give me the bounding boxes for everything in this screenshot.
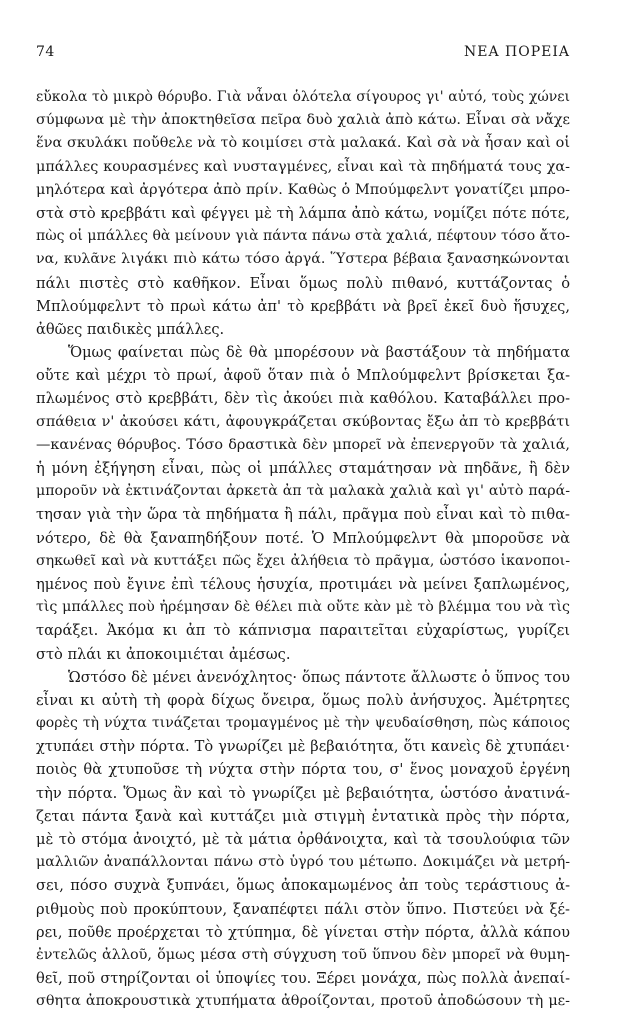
text-line: μαλλιῶν ἀναπάλλονται πάνω στὸ ὑγρό του μέτωπο. Δοκιμάζει νὰ μετρή- bbox=[36, 854, 570, 871]
text-line: μπάλλες κουρασμένες καὶ νυσταγμένες, εἶναι καὶ τὰ πηδήματά τους χα- bbox=[36, 158, 570, 175]
text-line: ταράξει. Ἀκόμα κι ἀπ τὸ κάπνισμα παραιτεῖται εὐχαρίστως, γυρίζει bbox=[36, 622, 570, 640]
text-line: ἀθῶες παιδικὲς μπάλλες. bbox=[36, 320, 225, 338]
text-line: σπάθεια ν' ἀκούσει κάτι, ἀφουγκράζεται σκύβοντας ἔξω ἀπ τὸ κρεββάτι bbox=[36, 413, 570, 430]
text-line: —κανένας θόρυβος. Τόσο δραστικὰ δὲν μπορεῖ νὰ ἐπενεργοῦν τὰ χαλιά, bbox=[36, 436, 570, 453]
text-line: ριθμοὺς ποὺ προκύπτουν, ξαναπέφτει πάλι στὸν ὕπνο. Πιστεύει νὰ ξέ- bbox=[36, 900, 570, 918]
text-line: τὴν πόρτα. Ὅμως ἂν καὶ τὸ γνωρίζει μὲ βεβαιότητα, ὡστόσο ἀνατινά- bbox=[36, 784, 570, 802]
text-line: πὼς οἱ μπάλλες θὰ μείνουν γιὰ πάντα πάνω στὰ χαλιά, πέφτουν τόσο ἄτο- bbox=[36, 228, 570, 245]
book-title: ΝΕΑ ΠΟΡΕΙΑ bbox=[464, 44, 570, 60]
text-line: σθητα ἀποκρουστικὰ χτυπήματα ἀθροίζονται, προτοῦ ἀποδώσουν τὴ με- bbox=[36, 993, 570, 1010]
text-line: Ὡστόσο δὲ μένει ἀνενόχλητος· ὅπως πάντοτε ἄλλωστε ὁ ὕπνος του bbox=[68, 668, 570, 686]
page-number: 74 bbox=[36, 44, 55, 60]
text-line: ημένος ποὺ ἔγινε ἐπὶ τέλους ἡσυχία, προτιμάει νὰ μείνει ξαπλωμένος, bbox=[36, 575, 570, 593]
text-line: οὔτε καὶ μέχρι τὸ πρωί, ἀφοῦ ὅταν πιὰ ὁ Μπλούμφελντ βρίσκεται ξα- bbox=[36, 367, 570, 385]
text-line: εὔκολα τὸ μικρὸ θόρυβο. Γιὰ νἆναι ὁλότελα σίγουρος γι' αὐτό, τοὺς χώνει bbox=[36, 89, 570, 105]
text-line: πάλι πιστὲς στὸ καθῆκον. Εἶναι ὅμως πολὺ πιθανό, κυττάζοντας ὁ bbox=[36, 274, 570, 292]
text-line: σηκωθεῖ καὶ νὰ κυττάξει πῶς ἔχει ἀλήθεια τὸ πρᾶγμα, ὡστόσο ἱκανοποι- bbox=[36, 552, 570, 569]
text-line: πλωμένος στὸ κρεββάτι, δὲν τὶς ἀκούει πιὰ καθόλου. Καταβάλλει προ- bbox=[36, 390, 570, 408]
text-line: στὸ πλάι κι ἀποκοιμιέται ἀμέσως. bbox=[36, 645, 291, 663]
text-line: ρει, ποῦθε προέρχεται τὸ χτύπημα, δὲ γίνεται στὴν πόρτα, ἀλλὰ κάπου bbox=[36, 923, 570, 941]
text-line: ἐντελῶς ἀλλοῦ, ὅμως μέσα στὴ σύγχυση τοῦ ὕπνου δὲν μπορεῖ νὰ θυμη- bbox=[36, 946, 570, 963]
text-line: Μπλούμφελντ τὸ πρωὶ κάτω ἀπ' τὸ κρεββάτι νὰ βρεῖ ἐκεῖ δυὸ ἥσυχες, bbox=[36, 297, 570, 315]
text-line: θεῖ, ποῦ στηρίζονται οἱ ὑποψίες του. Ξέρει μονάχα, πὼς πολλὰ ἀνεπαί- bbox=[36, 970, 570, 988]
text-line: σει, πόσο συχνὰ ξυπνάει, ὅμως ἀποκαμωμένος ἀπ τοὺς τεράστιους ἀ- bbox=[36, 877, 570, 895]
text-line: μὲ τὸ στόμα ἀνοιχτό, μὲ τὰ μάτια ὀρθάνοιχτα, καὶ τὰ τσουλούφια τῶν bbox=[36, 831, 570, 848]
text-line: χτυπάει στὴν πόρτα. Τὸ γνωρίζει μὲ βεβαιότητα, ὅτι κανεὶς δὲ χτυπάει· bbox=[36, 738, 570, 756]
text-line: ζεται πάντα ξανὰ καὶ κυττάζει μιὰ στιγμὴ ἐντατικὰ πρὸς τὴν πόρτα, bbox=[36, 807, 570, 825]
text-line: τησαν γιὰ τὴν ὥρα τὰ πηδήματα ἢ πάλι, πρᾶγμα ποὺ εἶναι καὶ τὸ πιθα- bbox=[36, 506, 570, 524]
text-line: μηλότερα καὶ ἀργότερα ἀπὸ πρίν. Καθὼς ὁ Μπούμφελντ γονατίζει μπρο- bbox=[36, 181, 570, 198]
body-text bbox=[36, 86, 570, 1014]
running-head bbox=[36, 44, 570, 64]
text-line: μποροῦν νὰ ἐκτινάζονται ἀρκετὰ ἀπ τὰ μαλακὰ χαλιὰ καὶ γι' αὐτὸ παρά- bbox=[36, 483, 570, 500]
text-line: να, κυλᾶνε λιγάκι πιὸ κάτω τόσο ἀργά. Ὕστερα βέβαια ξανασηκώνονται bbox=[36, 251, 570, 268]
text-line: στὰ στὸ κρεββάτι καὶ φέγγει μὲ τὴ λάμπα ἀπὸ κάτω, νομίζει πότε πότε, bbox=[36, 204, 570, 222]
text-line: σύμφωνα μὲ τὴν ἀποκτηθεῖσα πεῖρα δυὸ χαλιὰ ἀπὸ κάτω. Εἶναι σὰ νἄχε bbox=[36, 112, 570, 129]
text-line: ἕνα σκυλάκι ποὔθελε νὰ τὸ κοιμίσει στὰ μαλακά. Καὶ σὰ νὰ ἦσαν καὶ οἱ bbox=[36, 135, 570, 152]
text-line: νότερο, δὲ θὰ ξαναπηδήξουν ποτέ. Ὁ Μπλούμφελντ θὰ μποροῦσε νὰ bbox=[36, 529, 570, 547]
text-line: ἡ μόνη ἐξήγηση εἶναι, πὼς οἱ μπάλλες σταμάτησαν νὰ πηδᾶνε, ἢ δὲν bbox=[36, 460, 570, 477]
text-line: ποιὸς θὰ χτυποῦσε τὴ νύχτα στὴν πόρτα του, σ' ἕνος μοναχοῦ ἐργένη bbox=[36, 761, 570, 779]
text-line: τὶς μπάλλες ποὺ ἠρέμησαν δὲ θέλει πιὰ οὔτε κὰν μὲ τὸ βλέμμα του νὰ τὶς bbox=[36, 599, 570, 616]
text-line: Ὅμως φαίνεται πὼς δὲ θὰ μπορέσουν νὰ βαστάξουν τὰ πηδήματα bbox=[68, 344, 570, 362]
text-line: φορὲς τὴ νύχτα τινάζεται τρομαγμένος μὲ τὴν ψευδαίσθηση, πὼς κάποιος bbox=[36, 715, 570, 732]
text-line: εἶναι κι αὐτὴ τὴ φορὰ δίχως ὄνειρα, ὅμως πολὺ ἀνήσυχος. Ἀμέτρητες bbox=[36, 691, 570, 709]
